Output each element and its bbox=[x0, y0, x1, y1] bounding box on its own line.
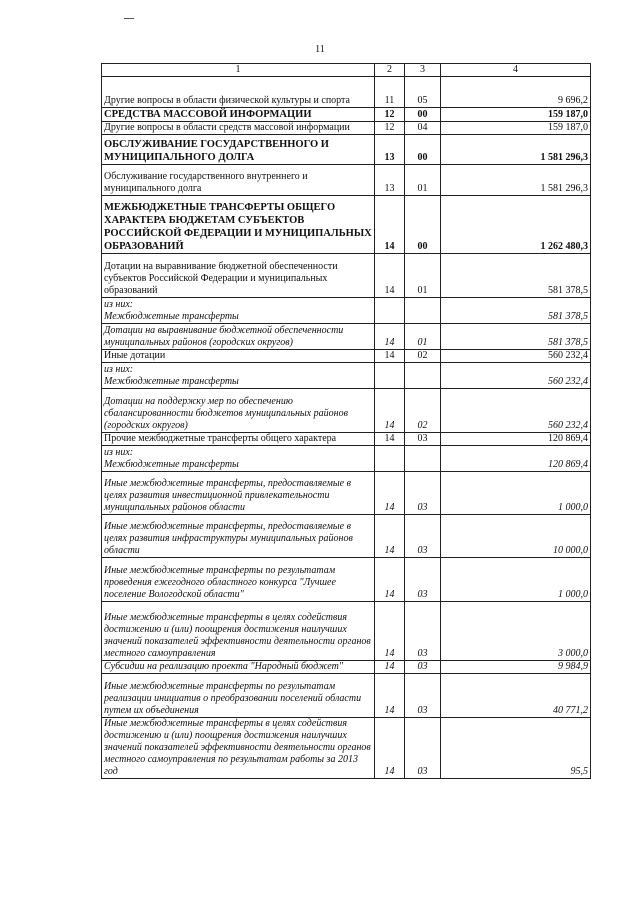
row-name: Иные межбюджетные трансферты по результатам проведения ежегодного областного конкурса "Лучшее поселение Вологодской области" bbox=[102, 558, 375, 602]
row-subsection: 03 bbox=[405, 433, 441, 446]
row-subsection: 00 bbox=[405, 196, 441, 254]
row-section: 14 bbox=[375, 661, 405, 674]
row-name: Дотации на поддержку мер по обеспечению сбалансированности бюджетов муниципальных районов (городских округов) bbox=[102, 389, 375, 433]
row-name: Прочие межбюджетные трансферты общего характера bbox=[102, 433, 375, 446]
row-subsection: 03 bbox=[405, 602, 441, 661]
row-subsection: 02 bbox=[405, 350, 441, 363]
table-row bbox=[102, 389, 591, 433]
row-section bbox=[375, 298, 405, 324]
row-section: 14 bbox=[375, 350, 405, 363]
row-section: 14 bbox=[375, 324, 405, 350]
row-amount: 159 187,0 bbox=[441, 108, 591, 122]
row-name: Обслуживание государственного внутреннего и муниципального долга bbox=[102, 165, 375, 196]
row-name: Субсидии на реализацию проекта "Народный бюджет" bbox=[102, 661, 375, 674]
table-row bbox=[102, 108, 591, 122]
table-row bbox=[102, 433, 591, 446]
row-name: из них: Межбюджетные трансферты bbox=[102, 363, 375, 389]
col-header-amount: 4 bbox=[441, 64, 591, 77]
row-section bbox=[375, 363, 405, 389]
row-amount: 581 378,5 bbox=[441, 324, 591, 350]
row-section: 12 bbox=[375, 122, 405, 135]
row-subsection: 03 bbox=[405, 661, 441, 674]
row-subsection: 00 bbox=[405, 108, 441, 122]
row-section: 14 bbox=[375, 433, 405, 446]
row-subsection: 00 bbox=[405, 135, 441, 165]
row-name: Иные межбюджетные трансферты в целях содействия достижению и (или) поощрения достижения наилучших значений показателей эффективности деятельности органов местного самоуправления bbox=[102, 602, 375, 661]
row-amount: 581 378,5 bbox=[441, 298, 591, 324]
row-name: Другие вопросы в области физической культуры и спорта bbox=[102, 77, 375, 108]
row-subsection: 01 bbox=[405, 324, 441, 350]
row-section: 13 bbox=[375, 165, 405, 196]
budget-table bbox=[101, 63, 591, 779]
table-row bbox=[102, 515, 591, 558]
row-subsection: 03 bbox=[405, 515, 441, 558]
table-row bbox=[102, 77, 591, 108]
row-subsection: 01 bbox=[405, 254, 441, 298]
row-subsection bbox=[405, 363, 441, 389]
col-header-section: 2 bbox=[375, 64, 405, 77]
row-name: Иные межбюджетные трансферты по результатам реализации инициатив о преобразовании поселений области путем их объединения bbox=[102, 674, 375, 718]
row-amount: 1 000,0 bbox=[441, 558, 591, 602]
row-section: 11 bbox=[375, 77, 405, 108]
col-header-name: 1 bbox=[102, 64, 375, 77]
row-amount: 1 262 480,3 bbox=[441, 196, 591, 254]
row-section: 14 bbox=[375, 389, 405, 433]
table-row bbox=[102, 196, 591, 254]
row-subsection: 03 bbox=[405, 718, 441, 779]
row-name: СРЕДСТВА МАССОВОЙ ИНФОРМАЦИИ bbox=[102, 108, 375, 122]
row-subsection bbox=[405, 298, 441, 324]
row-name: Дотации на выравнивание бюджетной обеспеченности субъектов Российской Федерации и муниципальных образований bbox=[102, 254, 375, 298]
row-subsection bbox=[405, 446, 441, 472]
row-amount: 1 581 296,3 bbox=[441, 135, 591, 165]
row-amount: 9 984,9 bbox=[441, 661, 591, 674]
row-subsection: 04 bbox=[405, 122, 441, 135]
row-name: Другие вопросы в области средств массовой информации bbox=[102, 122, 375, 135]
row-name: из них: Межбюджетные трансферты bbox=[102, 298, 375, 324]
row-amount: 3 000,0 bbox=[441, 602, 591, 661]
row-subsection: 03 bbox=[405, 558, 441, 602]
row-amount: 9 696,2 bbox=[441, 77, 591, 108]
table-row bbox=[102, 350, 591, 363]
table-row bbox=[102, 718, 591, 779]
row-subsection: 01 bbox=[405, 165, 441, 196]
row-amount: 10 000,0 bbox=[441, 515, 591, 558]
row-name: МЕЖБЮДЖЕТНЫЕ ТРАНСФЕРТЫ ОБЩЕГО ХАРАКТЕРА БЮДЖЕТАМ СУБЪЕКТОВ РОССИЙСКОЙ ФЕДЕРАЦИИ И МУНИЦИПАЛЬНЫХ ОБРАЗОВАНИЙ bbox=[102, 196, 375, 254]
row-section: 14 bbox=[375, 196, 405, 254]
row-section: 12 bbox=[375, 108, 405, 122]
row-section: 14 bbox=[375, 718, 405, 779]
table-row bbox=[102, 472, 591, 515]
col-header-subsection: 3 bbox=[405, 64, 441, 77]
row-amount: 1 581 296,3 bbox=[441, 165, 591, 196]
row-section: 14 bbox=[375, 558, 405, 602]
row-section bbox=[375, 446, 405, 472]
row-section: 14 bbox=[375, 674, 405, 718]
row-amount: 581 378,5 bbox=[441, 254, 591, 298]
row-name: из них: Межбюджетные трансферты bbox=[102, 446, 375, 472]
table-row bbox=[102, 254, 591, 298]
row-amount: 40 771,2 bbox=[441, 674, 591, 718]
row-section: 14 bbox=[375, 515, 405, 558]
row-amount: 560 232,4 bbox=[441, 363, 591, 389]
row-subsection: 03 bbox=[405, 472, 441, 515]
row-section: 13 bbox=[375, 135, 405, 165]
table-row bbox=[102, 298, 591, 324]
row-amount: 1 000,0 bbox=[441, 472, 591, 515]
table-row bbox=[102, 661, 591, 674]
row-amount: 120 869,4 bbox=[441, 446, 591, 472]
row-subsection: 03 bbox=[405, 674, 441, 718]
row-name: Иные межбюджетные трансферты, предоставляемые в целях развития инфраструктуры муниципальных районов области bbox=[102, 515, 375, 558]
row-amount: 560 232,4 bbox=[441, 350, 591, 363]
table-row bbox=[102, 558, 591, 602]
row-amount: 560 232,4 bbox=[441, 389, 591, 433]
row-section: 14 bbox=[375, 602, 405, 661]
row-subsection: 05 bbox=[405, 77, 441, 108]
row-amount: 120 869,4 bbox=[441, 433, 591, 446]
table-row bbox=[102, 135, 591, 165]
row-section: 14 bbox=[375, 472, 405, 515]
table-row bbox=[102, 324, 591, 350]
table-row bbox=[102, 602, 591, 661]
row-name: Иные дотации bbox=[102, 350, 375, 363]
table-row bbox=[102, 446, 591, 472]
row-amount: 95,5 bbox=[441, 718, 591, 779]
row-name: Дотации на выравнивание бюджетной обеспеченности муниципальных районов (городских округов) bbox=[102, 324, 375, 350]
row-amount: 159 187,0 bbox=[441, 122, 591, 135]
header-row bbox=[102, 64, 591, 77]
row-subsection: 02 bbox=[405, 389, 441, 433]
row-name: Иные межбюджетные трансферты в целях содействия достижению и (или) поощрения достижения наилучших значений показателей эффективности деятельности органов местного самоуправления по результатам работы за 2013 год bbox=[102, 718, 375, 779]
table-row bbox=[102, 363, 591, 389]
header-dash bbox=[124, 18, 134, 19]
table-row bbox=[102, 674, 591, 718]
page-number: 11 bbox=[315, 44, 325, 55]
table-row bbox=[102, 122, 591, 135]
row-name: Иные межбюджетные трансферты, предоставляемые в целях развития инвестиционной привлекательности муниципальных районов области bbox=[102, 472, 375, 515]
row-section: 14 bbox=[375, 254, 405, 298]
row-name: ОБСЛУЖИВАНИЕ ГОСУДАРСТВЕННОГО И МУНИЦИПАЛЬНОГО ДОЛГА bbox=[102, 135, 375, 165]
table-row bbox=[102, 165, 591, 196]
